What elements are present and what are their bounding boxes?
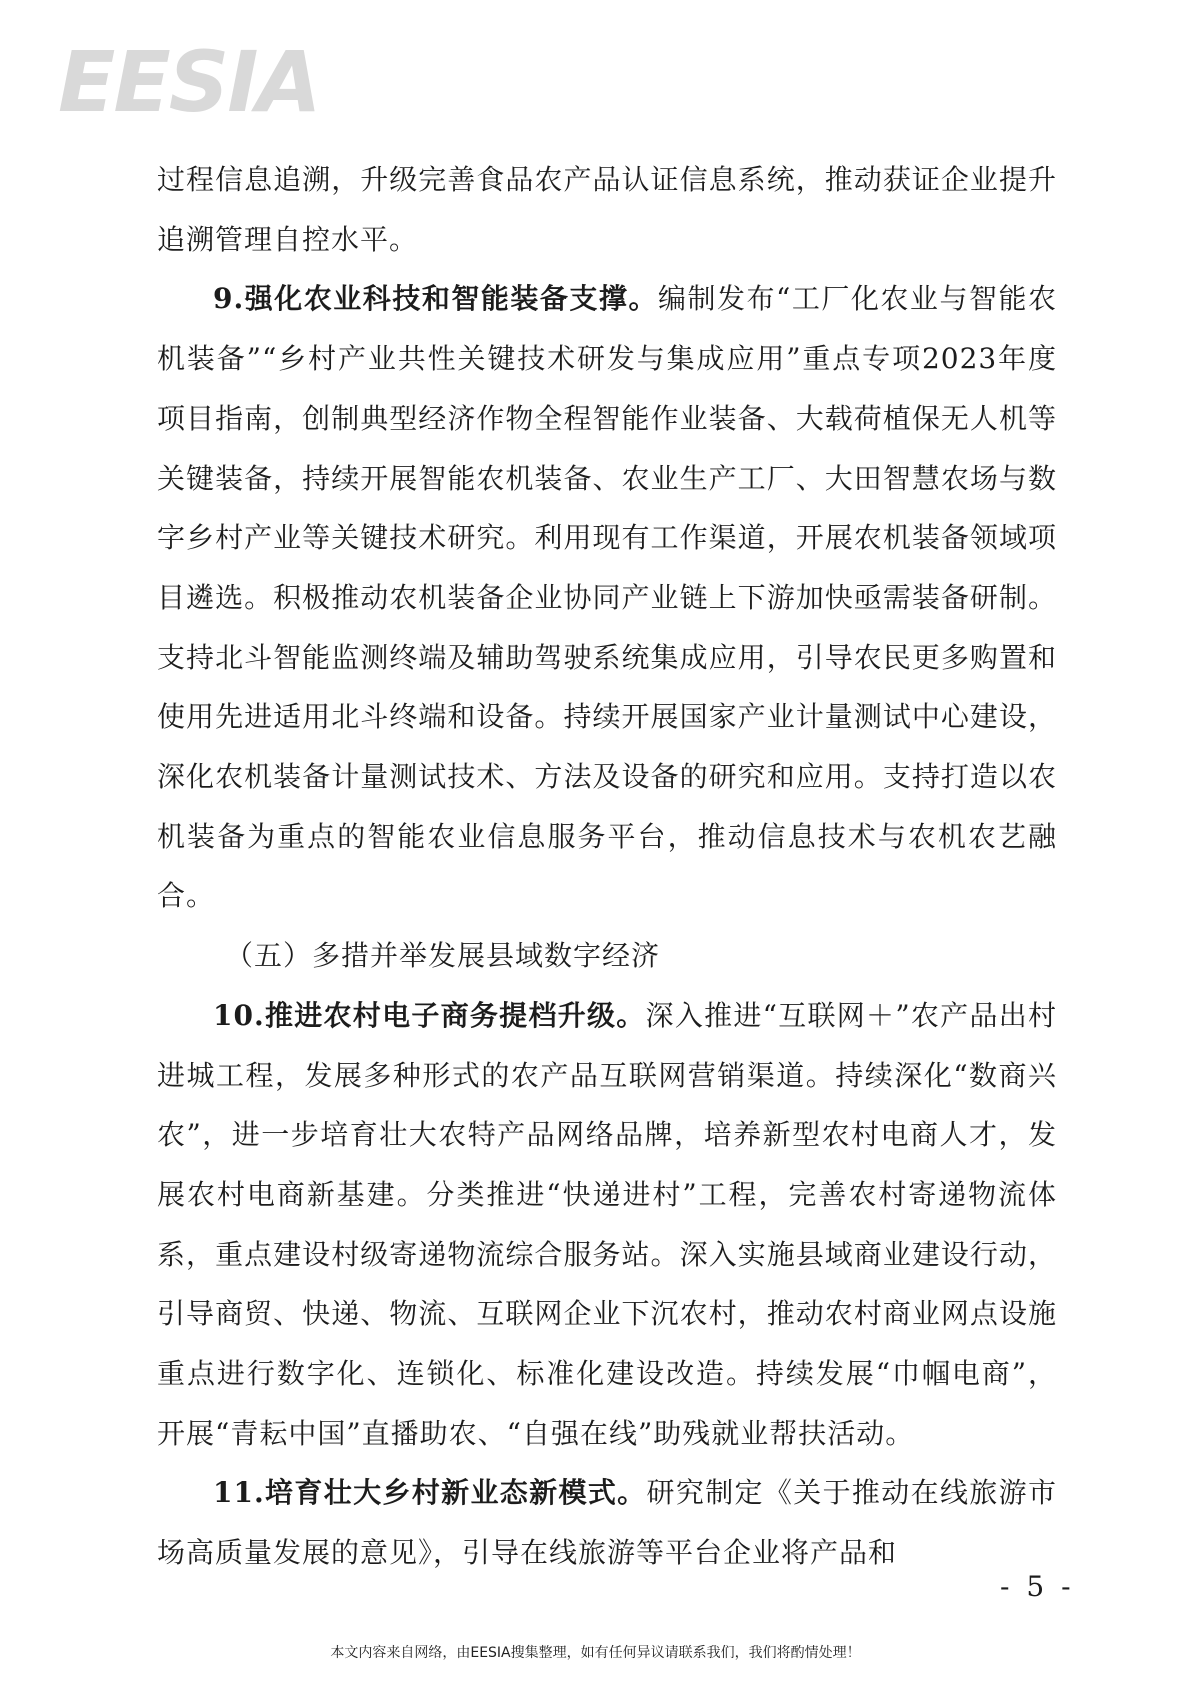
item-11-heading: 11.培育壮大乡村新业态新模式。 bbox=[213, 1476, 647, 1510]
item-11-body: 研究制定《关于推动在线旅游市场高质量发展的意见》，引导在线旅游等平台企业将产品和 bbox=[157, 1476, 1057, 1570]
item-9-body: 编制发布“工厂化农业与智能农机装备”“乡村产业共性关键技术研发与集成应用”重点专项2023年度项目指南，创制典型经济作物全程智能作业装备、大载荷植保无人机等关键装备，持续开展智能农机装备、农业生产工厂、大田智慧农场与数字乡村产业等关键技术研究。利用现有工作渠道，开展农机装备领域项目遴选。积极推动农机装备企业协同产业链上下游加快亟需装备研制。支持北斗智能监测终端及辅助驾驶系统集成应用，引导农民更多购置和使用先进适用北斗终端和设备。持续开展国家产业计量测试中心建设，深化农机装备计量测试技术、方法及设备的研究和应用。支持打造以农机装备为重点的智能农业信息服务平台，推动信息技术与农机农艺融合。 bbox=[157, 282, 1057, 913]
footer-disclaimer: 本文内容来自网络，由EESIA搜集整理，如有任何异议请联系我们，我们将酌情处理！ bbox=[330, 1645, 861, 1661]
page-number: - 5 - bbox=[1000, 1570, 1075, 1603]
paragraph-continuation: 过程信息追溯，升级完善食品农产品认证信息系统，推动获证企业提升追溯管理自控水平。 bbox=[157, 163, 1057, 256]
paragraph-item-11 bbox=[157, 1463, 1057, 1582]
section-heading: （五）多措并举发展县域数字经济 bbox=[225, 939, 661, 973]
watermark-logo: EESIA bbox=[58, 33, 320, 131]
paragraph-item-10 bbox=[157, 986, 1057, 1464]
item-10-body: 深入推进“互联网＋”农产品出村进城工程，发展多种形式的农产品互联网营销渠道。持续深化“数商兴农”，进一步培育壮大农特产品网络品牌，培养新型农村电商人才，发展农村电商新基建。分类推进“快递进村”工程，完善农村寄递物流体系，重点建设村级寄递物流综合服务站。深入实施县域商业建设行动，引导商贸、快递、物流、互联网企业下沉农村，推动农村商业网点设施重点进行数字化、连锁化、标准化建设改造。持续发展“巾帼电商”，开展“青耘中国”直播助农、“自强在线”助残就业帮扶活动。 bbox=[157, 998, 1057, 1450]
document-body bbox=[157, 150, 1057, 1583]
item-10-heading: 10.推进农村电子商务提档升级。 bbox=[213, 998, 646, 1032]
item-9-heading: 9.强化农业科技和智能装备支撑。 bbox=[213, 282, 658, 316]
paragraph-item-9 bbox=[157, 269, 1057, 926]
